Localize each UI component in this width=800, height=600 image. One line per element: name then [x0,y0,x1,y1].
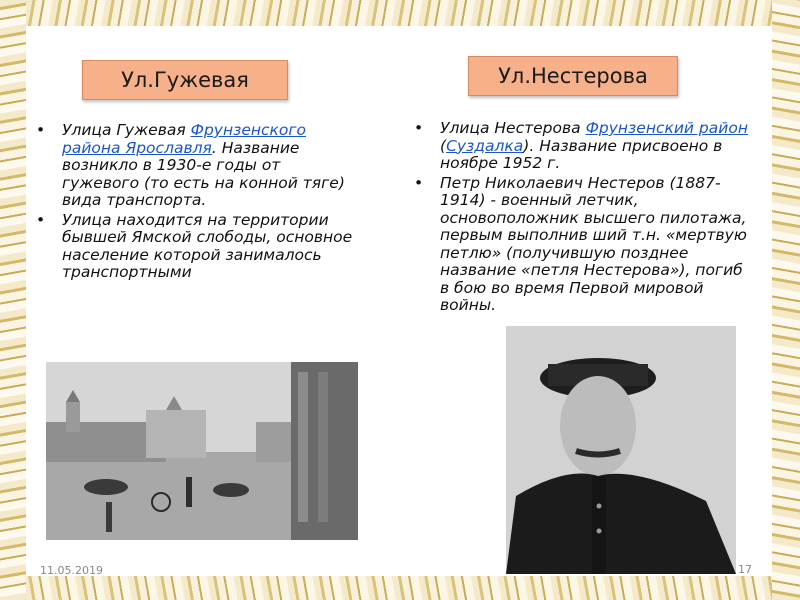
wheat-border-right [772,0,800,600]
link-suzdalka[interactable]: Суздалка [446,136,524,155]
text: Петр Николаевич Нестеров (1887-1914) - военный летчик, основоположник высшего пилотажа, первым выполнив ший т.н. «мертвую петлю» (получившую позднее название «петля Нестерова»), погиб в бою во время Первой мировой войны. [440,173,747,314]
title-nesterova: Ул.Нестерова [468,56,678,96]
text: Улица Гужевая [62,122,191,139]
text: . Название возникло в 1930-е годы от гужевого (то есть на конной тяге) вида транспорта. [62,138,345,209]
link-frunzensky-yaroslavl[interactable]: Фрунзенского района Ярославля [62,122,307,157]
bullet: • [414,119,424,137]
wheat-border-top [0,0,800,26]
text: ). Название присвоено в ноябре 1952 г. [440,136,723,172]
list-item [36,212,356,282]
text: Улица Нестерова [440,119,586,137]
text: Улица находится на территории бывшей Ямской слободы, основное население которой занималось транспортными [62,210,353,281]
link-frunzensky-district[interactable]: Фрунзенский район [585,119,748,137]
street-photo [46,362,358,540]
list-item [36,122,356,210]
list-item [414,175,754,315]
bullet: • [36,122,46,139]
bullet: • [36,210,46,229]
bullet: • [414,173,424,192]
left-text-column [36,122,356,362]
portrait-drawing [506,326,736,574]
title-guzhevaya: Ул.Гужевая [82,60,288,100]
right-text-column [414,120,754,317]
wheat-border-left [0,0,26,600]
text: ( [440,136,447,155]
slide-number: 17 [738,563,752,576]
wheat-border-bottom [0,576,800,600]
slide-date: 11.05.2019 [40,564,103,577]
street-photo-drawing [46,362,358,540]
list-item [414,120,754,173]
nesterov-portrait-photo [506,326,736,574]
